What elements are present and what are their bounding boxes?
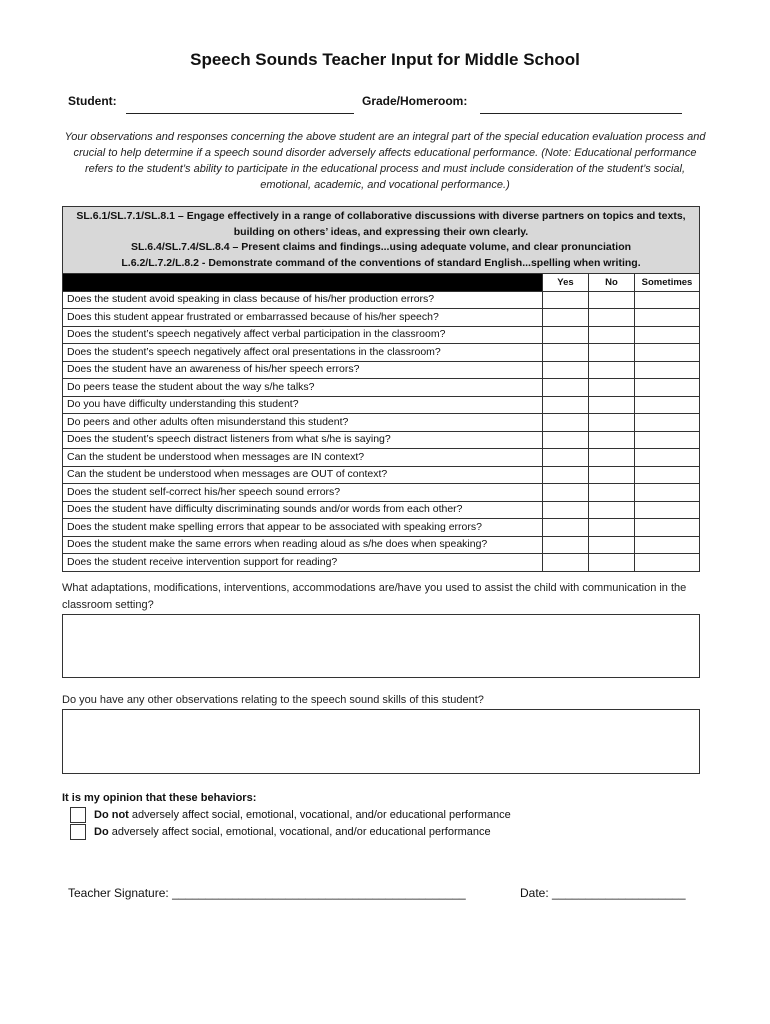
opinion-heading: It is my opinion that these behaviors:: [62, 792, 257, 804]
header-blank: [63, 274, 543, 292]
question-text: Do you have difficulty understanding this student?: [63, 396, 543, 414]
answer-no-cell[interactable]: [589, 309, 635, 327]
answer-sometimes-cell[interactable]: [635, 519, 700, 537]
question-text: Does the student’s speech negatively affect oral presentations in the classroom?: [63, 344, 543, 362]
question-text: Do peers and other adults often misunderstand this student?: [63, 414, 543, 432]
question-text: Do peers tease the student about the way s/he talks?: [63, 379, 543, 397]
do-checkbox[interactable]: [70, 824, 86, 840]
standards-cell: [63, 207, 700, 274]
question-text: Does the student make the same errors when reading aloud as s/he does when speaking?: [63, 536, 543, 554]
answer-no-cell[interactable]: [589, 414, 635, 432]
answer-no-cell[interactable]: [589, 484, 635, 502]
standard-line-3: L.6.2/L.7.2/L.8.2 - Demonstrate command of the conventions of standard English...spelling when writing.: [121, 256, 641, 269]
question-text: Does the student have difficulty discriminating sounds and/or words from each other?: [63, 501, 543, 519]
question-text: Does the student receive intervention support for reading?: [63, 554, 543, 572]
col-yes: Yes: [543, 274, 589, 292]
answer-no-cell[interactable]: [589, 431, 635, 449]
question-row: [63, 431, 700, 449]
opinion-option-do-not: [70, 807, 511, 823]
answer-yes-cell[interactable]: [543, 344, 589, 362]
col-sometimes: Sometimes: [635, 274, 700, 292]
do-text: adversely affect social, emotional, vocational, and/or educational performance: [108, 825, 491, 838]
answer-sometimes-cell[interactable]: [635, 396, 700, 414]
answer-yes-cell[interactable]: [543, 519, 589, 537]
grade-field[interactable]: [480, 113, 682, 114]
question-row: [63, 449, 700, 467]
date-field[interactable]: Date: ____________________: [520, 886, 686, 900]
answer-no-cell[interactable]: [589, 449, 635, 467]
answer-no-cell[interactable]: [589, 536, 635, 554]
question-row: [63, 396, 700, 414]
teacher-signature[interactable]: Teacher Signature: ____________________________________________: [68, 886, 466, 900]
answer-yes-cell[interactable]: [543, 431, 589, 449]
answer-sometimes-cell[interactable]: [635, 536, 700, 554]
answer-yes-cell[interactable]: [543, 449, 589, 467]
answer-no-cell[interactable]: [589, 396, 635, 414]
adaptations-textbox[interactable]: [62, 614, 700, 678]
question-row: [63, 484, 700, 502]
standard-line-2: SL.6.4/SL.7.4/SL.8.4 – Present claims and findings...using adequate volume, and clear pronunciation: [130, 241, 632, 253]
prompt-adaptations: What adaptations, modifications, interventions, accommodations are/have you used to assist the child with communication in the classroom setting?: [62, 582, 687, 611]
answer-sometimes-cell[interactable]: [635, 344, 700, 362]
answer-sometimes-cell[interactable]: [635, 449, 700, 467]
grade-label: Grade/Homeroom:: [362, 94, 468, 108]
observations-textbox[interactable]: [62, 709, 700, 774]
question-row: [63, 536, 700, 554]
answer-no-cell[interactable]: [589, 519, 635, 537]
questions-table: [62, 206, 700, 572]
do-not-text: adversely affect social, emotional, vocational, and/or educational performance: [128, 808, 511, 821]
answer-yes-cell[interactable]: [543, 466, 589, 484]
col-no: No: [589, 274, 635, 292]
answer-yes-cell[interactable]: [543, 361, 589, 379]
question-row: [63, 361, 700, 379]
answer-yes-cell[interactable]: [543, 536, 589, 554]
answer-no-cell[interactable]: [589, 466, 635, 484]
question-row: [63, 414, 700, 432]
answer-yes-cell[interactable]: [543, 414, 589, 432]
question-text: Does the student have an awareness of his/her speech errors?: [63, 361, 543, 379]
opinion-option-do: [70, 824, 491, 840]
answer-yes-cell[interactable]: [543, 309, 589, 327]
answer-sometimes-cell[interactable]: [635, 501, 700, 519]
answer-sometimes-cell[interactable]: [635, 309, 700, 327]
question-row: [63, 501, 700, 519]
student-label: Student:: [68, 94, 117, 108]
question-text: Does the student avoid speaking in class because of his/her production errors?: [63, 291, 543, 309]
question-text: Does this student appear frustrated or embarrassed because of his/her speech?: [63, 309, 543, 327]
question-text: Does the student make spelling errors that appear to be associated with speaking errors?: [63, 519, 543, 537]
answer-no-cell[interactable]: [589, 501, 635, 519]
question-row: [63, 466, 700, 484]
answer-sometimes-cell[interactable]: [635, 466, 700, 484]
answer-yes-cell[interactable]: [543, 326, 589, 344]
answer-sometimes-cell[interactable]: [635, 379, 700, 397]
page-title: Speech Sounds Teacher Input for Middle School: [190, 50, 580, 69]
prompt-observations: Do you have any other observations relating to the speech sound skills of this student?: [62, 694, 484, 706]
question-row: [63, 309, 700, 327]
answer-no-cell[interactable]: [589, 379, 635, 397]
question-row: [63, 554, 700, 572]
answer-sometimes-cell[interactable]: [635, 484, 700, 502]
answer-sometimes-cell[interactable]: [635, 361, 700, 379]
question-text: Can the student be understood when messages are IN context?: [63, 449, 543, 467]
question-text: Does the student’s speech negatively affect verbal participation in the classroom?: [63, 326, 543, 344]
answer-yes-cell[interactable]: [543, 291, 589, 309]
answer-sometimes-cell[interactable]: [635, 291, 700, 309]
intro-text: Your observations and responses concerning the above student are an integral part of the special education evaluation process and crucial to help determine if a speech sound disorder adversely affects educational performance. (Note: Educational performance refers to the student’s ability to participate in the educational process and must include consideration of the student’s social, emotional, academic, and vocational performance.): [64, 131, 706, 191]
student-field[interactable]: [126, 113, 354, 114]
question-row: [63, 344, 700, 362]
answer-no-cell[interactable]: [589, 361, 635, 379]
answer-no-cell[interactable]: [589, 344, 635, 362]
answer-sometimes-cell[interactable]: [635, 431, 700, 449]
answer-no-cell[interactable]: [589, 554, 635, 572]
answer-sometimes-cell[interactable]: [635, 554, 700, 572]
question-row: [63, 326, 700, 344]
question-text: Can the student be understood when messages are OUT of context?: [63, 466, 543, 484]
do-not-checkbox[interactable]: [70, 807, 86, 823]
question-row: [63, 379, 700, 397]
answer-yes-cell[interactable]: [543, 501, 589, 519]
do-not-bold: Do not: [94, 808, 129, 821]
question-row: [63, 291, 700, 309]
standard-line-1: SL.6.1/SL.7.1/SL.8.1 – Engage effectively in a range of collaborative discussions with diverse partners on topics and texts, building on others’ ideas, and expressing their own clearly.: [76, 210, 686, 238]
answer-yes-cell[interactable]: [543, 554, 589, 572]
answer-sometimes-cell[interactable]: [635, 326, 700, 344]
answer-yes-cell[interactable]: [543, 379, 589, 397]
answer-no-cell[interactable]: [589, 326, 635, 344]
answer-yes-cell[interactable]: [543, 484, 589, 502]
answer-no-cell[interactable]: [589, 291, 635, 309]
question-text: Does the student self-correct his/her speech sound errors?: [63, 484, 543, 502]
question-row: [63, 519, 700, 537]
do-bold: Do: [94, 825, 109, 838]
answer-yes-cell[interactable]: [543, 396, 589, 414]
answer-sometimes-cell[interactable]: [635, 414, 700, 432]
question-text: Does the student’s speech distract listeners from what s/he is saying?: [63, 431, 543, 449]
